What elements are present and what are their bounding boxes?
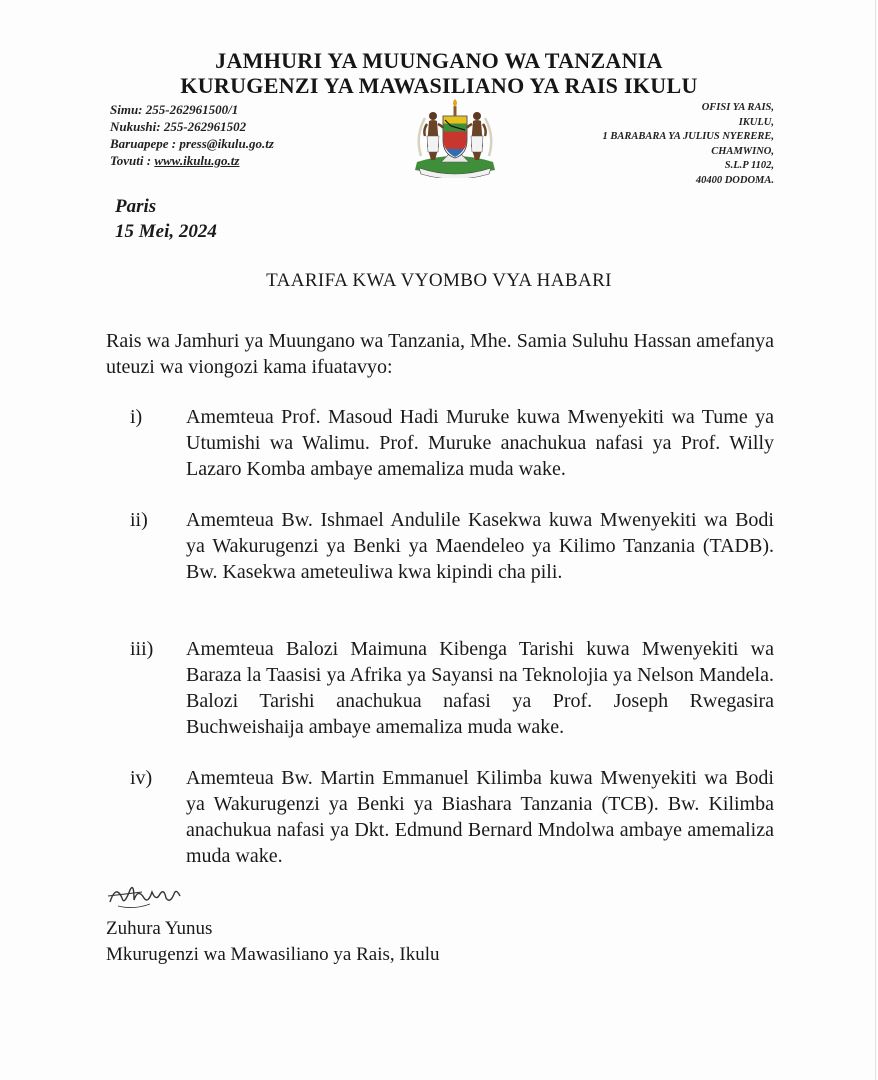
address-line: IKULU, (738, 116, 774, 128)
contact-website (110, 152, 274, 169)
item-text: Amemteua Bw. Martin Emmanuel Kilimba kuwa Mwenyekiti wa Bodi ya Wakurugenzi ya Benki ya Biashara Tanzania (TCB). Bw. Kilimba anachukua nafasi ya Dkt. Edmund Bernard Mndolwa ambaye amemaliza muda wake. (186, 767, 774, 867)
contact-fax: Nukushi: 255-262961502 (110, 119, 247, 134)
signer-name: Zuhura Yunus (106, 918, 213, 939)
signer-title: Mkurugenzi wa Mawasiliano ya Rais, Ikulu (106, 944, 440, 965)
signer-block (106, 916, 439, 968)
contact-website-link[interactable]: www.ikulu.go.tz (154, 153, 240, 168)
item-text: Amemteua Bw. Ishmael Andulile Kasekwa kuwa Mwenyekiti wa Bodi ya Wakurugenzi ya Benki ya Maendeleo ya Kilimo Tanzania (TADB). Bw. Kasekwa ameteuliwa kwa kipindi cha pili. (186, 509, 774, 583)
release-heading: TAARIFA KWA VYOMBO VYA HABARI (266, 270, 612, 291)
coat-of-arms-icon (405, 96, 505, 178)
address-line: S.L.P 1102, (724, 160, 774, 171)
contact-details-left (110, 101, 274, 169)
place-and-date (115, 194, 217, 244)
address-line: OFISI YA RAIS, (701, 102, 774, 113)
office-address-right (603, 101, 774, 188)
header-title-line1: JAMHURI YA MUUNGANO WA TANZANIA (215, 48, 663, 73)
address-line: 40400 DODOMA. (695, 174, 774, 186)
item-text: Amemteua Balozi Maimuna Kibenga Tarishi kuwa Mwenyekiti wa Baraza la Taasisi ya Afrika ya Sayansi na Teknolojia ya Nelson Mandela. Balozi Tarishi anachukua nafasi ya Prof. Joseph Rwegasira Buchweishaija ambaye amemaliza muda wake. (186, 638, 774, 738)
item-number: ii) (130, 509, 148, 531)
handwritten-signature-icon (104, 876, 194, 914)
place: Paris (115, 196, 157, 217)
date: 15 Mei, 2024 (115, 221, 217, 242)
item-number: iv) (130, 767, 153, 789)
contact-website-label: Tovuti : (110, 153, 155, 168)
header-title-line2: KURUGENZI YA MAWASILIANO YA RAIS IKULU (180, 73, 698, 98)
item-number: iii) (130, 638, 154, 660)
page-edge (875, 0, 876, 1080)
contact-phone: Simu: 255-262961500/1 (110, 102, 239, 117)
contact-email: Baruapepe : press@ikulu.go.tz (110, 136, 274, 151)
address-line: 1 BARABARA YA JULIUS NYERERE, (602, 131, 774, 142)
item-text: Amemteua Prof. Masoud Hadi Muruke kuwa Mwenyekiti wa Tume ya Utumishi wa Walimu. Prof. Muruke anachukua nafasi ya Prof. Willy Lazaro Komba ambaye amemaliza muda wake. (186, 406, 774, 480)
item-number: i) (130, 406, 143, 428)
address-line: CHAMWINO, (711, 145, 774, 157)
intro-paragraph: Rais wa Jamhuri ya Muungano wa Tanzania, Mhe. Samia Suluhu Hassan amefanya uteuzi wa viongozi kama ifuatavyo: (106, 330, 774, 378)
